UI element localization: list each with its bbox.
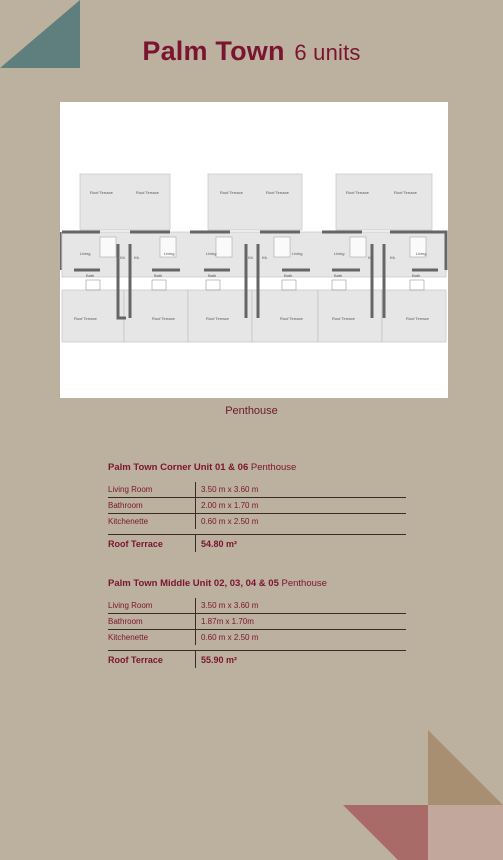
svg-text:Bath: Bath (154, 273, 163, 278)
middle-unit-table (108, 598, 406, 645)
table-row: Bathroom 2.00 m x 1.70 m (108, 498, 406, 514)
plan-label-kitchen: Kit. (120, 255, 126, 260)
svg-text:Bath: Bath (284, 273, 293, 278)
floor-plan-drawing (60, 102, 448, 398)
table-row: Living Room 3.50 m x 3.60 m (108, 482, 406, 498)
svg-text:Kit.: Kit. (134, 255, 140, 260)
svg-text:Roof Terrace: Roof Terrace (332, 316, 355, 321)
svg-text:Roof Terrace: Roof Terrace (220, 190, 243, 195)
svg-text:Bath: Bath (208, 273, 217, 278)
svg-text:Bath: Bath (334, 273, 343, 278)
svg-text:Roof Terrace: Roof Terrace (136, 190, 159, 195)
corner-unit-table (108, 482, 406, 529)
title-main: Palm Town (142, 36, 285, 66)
table-row: Living Room 3.50 m x 3.60 m (108, 598, 406, 614)
svg-text:Kit.: Kit. (262, 255, 268, 260)
title-sub: 6 units (294, 40, 361, 65)
table-row: Kitchenette 0.60 m x 2.50 m (108, 517, 259, 526)
middle-unit-tag: Penthouse (281, 578, 327, 589)
svg-text:Kit.: Kit. (368, 255, 374, 260)
floor-plan (60, 102, 448, 398)
svg-text:Kit.: Kit. (390, 255, 396, 260)
svg-text:Bath: Bath (412, 273, 421, 278)
svg-text:Roof Terrace: Roof Terrace (406, 316, 429, 321)
svg-text:Roof Terrace: Roof Terrace (346, 190, 369, 195)
plan-caption: Penthouse (225, 405, 278, 417)
corner-triangles-decoration (343, 730, 503, 860)
corner-unit-title: Palm Town Corner Unit 01 & 06 Penthouse (108, 462, 297, 473)
svg-text:Living: Living (206, 251, 217, 256)
svg-text:Roof Terrace: Roof Terrace (280, 316, 303, 321)
plan-label-roof-terrace: Roof Terrace (90, 190, 113, 195)
svg-text:Roof Terrace: Roof Terrace (266, 190, 289, 195)
corner-unit-tag: Penthouse (250, 462, 297, 473)
page-title (0, 36, 503, 67)
svg-text:Living: Living (334, 251, 345, 256)
svg-text:Living: Living (164, 251, 175, 256)
svg-text:Roof Terrace: Roof Terrace (394, 190, 417, 195)
svg-text:Living: Living (416, 251, 427, 256)
svg-text:Roof Terrace: Roof Terrace (206, 316, 229, 321)
svg-text:Living: Living (292, 251, 303, 256)
svg-text:Kit.: Kit. (248, 255, 254, 260)
middle-unit-roof-terrace: Roof Terrace 55.90 m² (108, 650, 406, 668)
table-row: Kitchenette 0.60 m x 2.50 m (108, 633, 259, 642)
svg-text:Roof Terrace: Roof Terrace (74, 316, 97, 321)
plan-label-bath: Bath (86, 273, 95, 278)
table-row: Bathroom 1.87m x 1.70m (108, 614, 406, 630)
middle-unit-title: Palm Town Middle Unit 02, 03, 04 & 05 Penthouse (108, 578, 327, 589)
plan-label-living: Living (80, 251, 91, 256)
corner-unit-roof-terrace: Roof Terrace 54.80 m² (108, 534, 406, 552)
svg-text:Roof Terrace: Roof Terrace (152, 316, 175, 321)
